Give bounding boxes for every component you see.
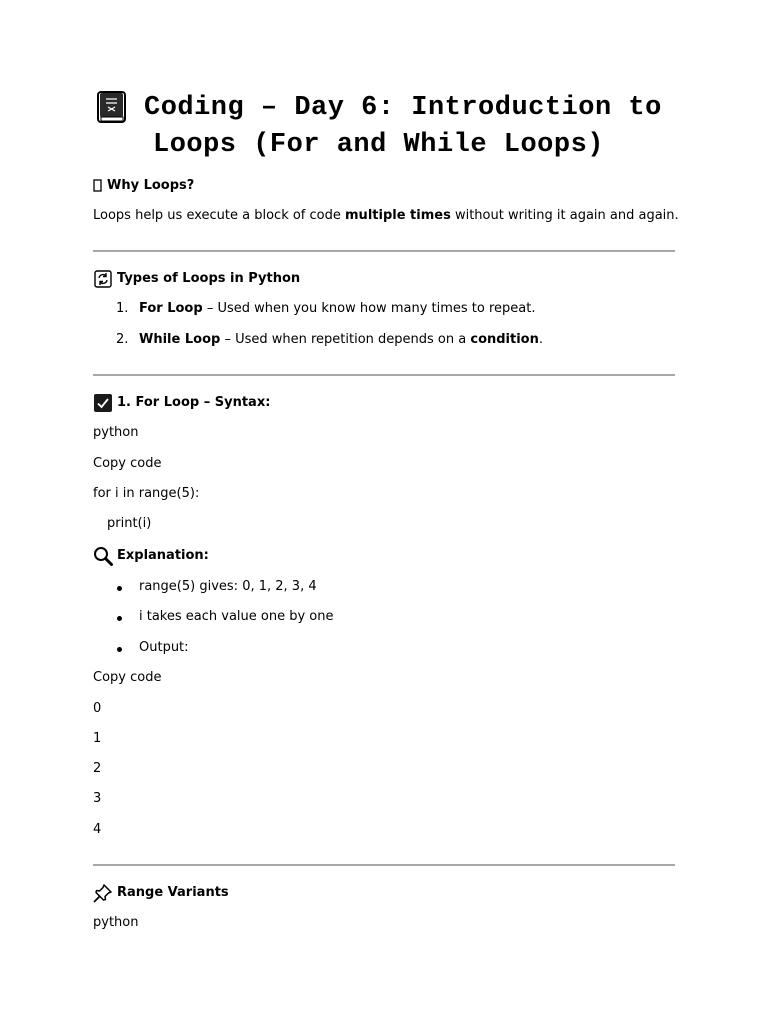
page-title-line-1: Coding – Day 6: Introduction to: [144, 93, 662, 123]
section-divider: [93, 864, 675, 866]
list-item-description: – Used when repetition depends on a: [220, 332, 471, 347]
explanation-heading: Explanation:: [117, 548, 209, 563]
list-item-number: 2.: [116, 332, 129, 347]
output-line: 0: [93, 701, 102, 716]
check-box-icon: [94, 394, 112, 412]
copy-code-label: Copy code: [93, 670, 162, 685]
section-divider: [93, 250, 675, 252]
list-item-number: 1.: [116, 301, 129, 316]
list-item-term: For Loop: [139, 301, 203, 316]
code-language-label: python: [93, 915, 139, 930]
why-text-start: Loops help us execute a block of code: [93, 208, 346, 223]
code-line: print(i): [107, 516, 152, 531]
bullet-item: Output:: [139, 640, 189, 655]
output-line: 3: [93, 791, 102, 806]
output-line: 1: [93, 731, 102, 746]
bullet-icon: [117, 616, 122, 621]
copy-code-label: Copy code: [93, 456, 162, 471]
bullet-item: i takes each value one by one: [139, 609, 334, 624]
why-loops-heading: Why Loops?: [107, 178, 195, 193]
range-variants-heading: Range Variants: [117, 885, 229, 900]
bullet-item: range(5) gives: 0, 1, 2, 3, 4: [139, 579, 317, 594]
why-text-emphasis: multiple times: [345, 208, 451, 223]
list-item-description: – Used when you know how many times to repeat.: [202, 301, 536, 316]
repeat-arrows-icon: [94, 270, 112, 288]
bullet-icon: [117, 647, 122, 652]
output-line: 4: [93, 822, 102, 837]
section-divider: [93, 374, 675, 376]
book-icon: [97, 91, 127, 123]
for-loop-syntax-heading: 1. For Loop – Syntax:: [117, 395, 271, 410]
output-line: 2: [93, 761, 102, 776]
pushpin-icon: [93, 883, 113, 903]
list-item-for-loop: [139, 300, 535, 318]
page-title-line-2: Loops (For and While Loops): [153, 130, 604, 160]
list-item-emphasis: condition: [470, 332, 539, 347]
why-loops-text: [93, 207, 679, 225]
missing-glyph-icon: [93, 179, 103, 192]
code-language-label: python: [93, 425, 139, 440]
bullet-icon: [117, 586, 122, 591]
code-line: for i in range(5):: [93, 486, 200, 501]
types-of-loops-heading: Types of Loops in Python: [117, 271, 301, 286]
list-item-term: While Loop: [139, 332, 221, 347]
why-text-end: without writing it again and again.: [450, 208, 679, 223]
magnifying-glass-icon: [93, 546, 113, 566]
list-item-while-loop: [139, 331, 543, 349]
list-item-end: .: [538, 332, 544, 347]
